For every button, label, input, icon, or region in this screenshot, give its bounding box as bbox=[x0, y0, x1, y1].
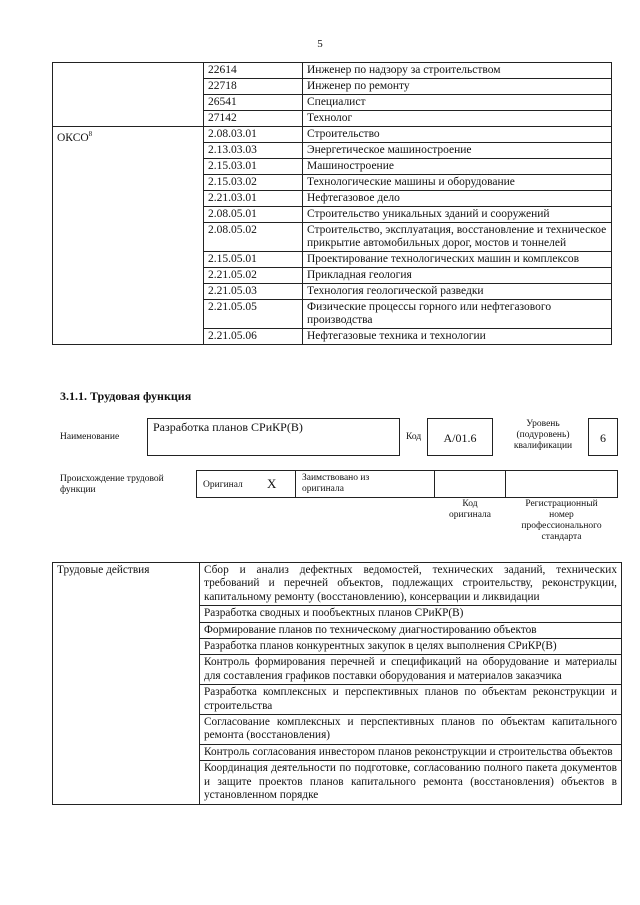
level-value-box bbox=[588, 418, 618, 456]
original-code-box bbox=[434, 470, 506, 498]
codes-table bbox=[52, 62, 612, 345]
code-label: Код bbox=[406, 432, 422, 442]
code-cell: 22614 bbox=[204, 63, 303, 79]
table-row bbox=[53, 63, 612, 79]
group-cell bbox=[53, 63, 204, 127]
borrowed-label-line: Заимствовано из bbox=[302, 473, 370, 483]
caption-line: профессионального bbox=[521, 521, 602, 531]
origin-label-line: функции bbox=[60, 485, 96, 495]
code-cell: 2.21.03.01 bbox=[204, 191, 303, 207]
original-code-caption bbox=[434, 499, 506, 521]
code-cell: 27142 bbox=[204, 111, 303, 127]
name-cell: Проектирование технологических машин и комплексов bbox=[303, 252, 612, 268]
labor-action-item: Контроль формирования перечней и спецификаций на оборудование и материалы для составления графиков поставки оборудования и материалов заказчика bbox=[200, 655, 622, 685]
code-cell: 2.08.03.01 bbox=[204, 127, 303, 143]
name-cell: Нефтегазовые техника и технологии bbox=[303, 329, 612, 345]
code-cell: 26541 bbox=[204, 95, 303, 111]
labor-action-item: Разработка планов конкурентных закупок в целях выполнения СРиКР(В) bbox=[200, 639, 622, 655]
labor-action-item: Согласование комплексных и перспективных планов по объектам капитального ремонта (восстановления) bbox=[200, 715, 622, 745]
code-cell: 2.21.05.05 bbox=[204, 300, 303, 329]
labor-actions-header: Трудовые действия bbox=[53, 563, 200, 805]
caption-line: номер bbox=[549, 510, 574, 520]
code-cell: 2.08.05.02 bbox=[204, 223, 303, 252]
function-code-box bbox=[427, 418, 493, 456]
caption-line: Код bbox=[462, 499, 478, 509]
table-row bbox=[53, 127, 612, 143]
section-title: 3.1.1. Трудовая функция bbox=[60, 389, 192, 403]
borrowed-label bbox=[302, 473, 369, 495]
labor-action-item: Формирование планов по техническому диагностированию объектов bbox=[200, 622, 622, 638]
name-cell: Энергетическое машиностроение bbox=[303, 143, 612, 159]
original-box bbox=[196, 470, 296, 498]
labor-action-item: Разработка комплексных и перспективных планов по объектам реконструкции и строительства bbox=[200, 685, 622, 715]
page-number: 5 bbox=[317, 38, 323, 50]
code-cell: 2.21.05.03 bbox=[204, 284, 303, 300]
name-cell: Строительство bbox=[303, 127, 612, 143]
okso-label bbox=[53, 127, 204, 345]
code-cell: 2.15.03.02 bbox=[204, 175, 303, 191]
caption-line: оригинала bbox=[449, 510, 491, 520]
okso-footnote: 8 bbox=[88, 130, 93, 138]
name-cell: Технология геологической разведки bbox=[303, 284, 612, 300]
original-mark: X bbox=[267, 476, 277, 491]
code-cell: 2.15.03.01 bbox=[204, 159, 303, 175]
borrowed-box bbox=[295, 470, 435, 498]
code-cell: 22718 bbox=[204, 79, 303, 95]
name-cell: Нефтегазовое дело bbox=[303, 191, 612, 207]
name-cell: Машиностроение bbox=[303, 159, 612, 175]
code-cell: 2.15.05.01 bbox=[204, 252, 303, 268]
level-label-line: Уровень bbox=[526, 419, 560, 429]
level-label bbox=[501, 419, 585, 452]
function-name-box bbox=[147, 418, 400, 456]
code-cell: 2.21.05.06 bbox=[204, 329, 303, 345]
original-label: Оригинал bbox=[203, 480, 243, 490]
name-cell: Строительство, эксплуатация, восстановление и техническое прикрытие автомобильных дорог, мостов и тоннелей bbox=[303, 223, 612, 252]
caption-line: стандарта bbox=[541, 532, 582, 542]
name-cell: Инженер по надзору за строительством bbox=[303, 63, 612, 79]
labor-actions-table bbox=[52, 562, 622, 805]
table-row bbox=[53, 563, 622, 606]
name-cell: Технологические машины и оборудование bbox=[303, 175, 612, 191]
level-value: 6 bbox=[600, 431, 606, 445]
name-cell: Строительство уникальных зданий и сооружений bbox=[303, 207, 612, 223]
caption-line: Регистрационный bbox=[525, 499, 598, 509]
origin-label-line: Происхождение трудовой bbox=[60, 474, 164, 484]
registration-number-box bbox=[505, 470, 618, 498]
function-name-value: Разработка планов СРиКР(В) bbox=[153, 420, 303, 434]
name-label: Наименование bbox=[60, 432, 120, 442]
borrowed-label-line: оригинала bbox=[302, 484, 344, 494]
code-cell: 2.08.05.01 bbox=[204, 207, 303, 223]
name-cell: Технолог bbox=[303, 111, 612, 127]
code-cell: 2.21.05.02 bbox=[204, 268, 303, 284]
labor-action-item: Координация деятельности по подготовке, согласованию полного пакета документов и защите проектов планов капитального ремонта (восстановления) объектов в установленном порядке bbox=[200, 761, 622, 804]
name-cell: Физические процессы горного или нефтегазового производства bbox=[303, 300, 612, 329]
labor-action-item: Сбор и анализ дефектных ведомостей, технических заданий, технических требований и перечней объектов, подлежащих строительству, реконструкции, капитальному ремонту (восстановлению), консервации и ликвидации bbox=[200, 563, 622, 606]
level-label-line: квалификации bbox=[513, 441, 573, 451]
name-cell: Инженер по ремонту bbox=[303, 79, 612, 95]
code-cell: 2.13.03.03 bbox=[204, 143, 303, 159]
name-cell: Специалист bbox=[303, 95, 612, 111]
labor-action-item: Разработка сводных и пообъектных планов СРиКР(В) bbox=[200, 606, 622, 622]
name-cell: Прикладная геология bbox=[303, 268, 612, 284]
level-label-line: (подуровень) bbox=[516, 430, 570, 440]
function-code-value: А/01.6 bbox=[443, 431, 477, 445]
registration-number-caption bbox=[505, 499, 618, 543]
origin-label bbox=[60, 474, 164, 496]
labor-action-item: Контроль согласования инвестором планов реконструкции и строительства объектов bbox=[200, 744, 622, 760]
okso-label-text: ОКСО bbox=[57, 131, 89, 144]
